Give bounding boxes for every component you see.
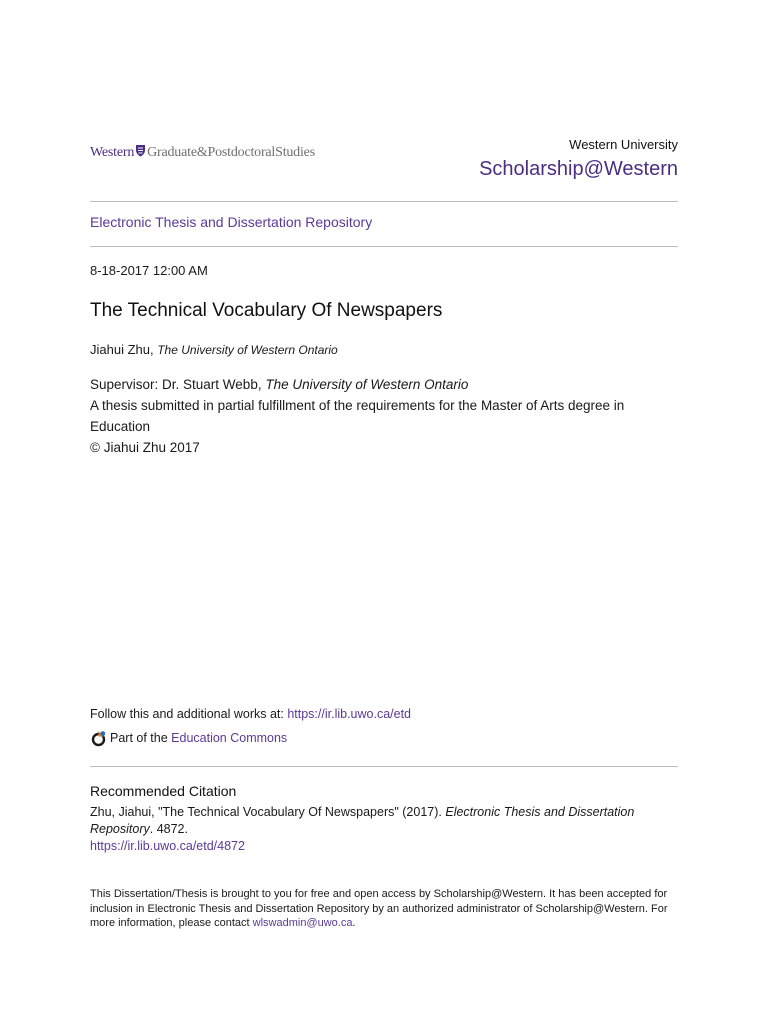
etd-collection-link[interactable]: https://ir.lib.uwo.ca/etd: [287, 707, 412, 721]
recommended-citation-heading: Recommended Citation: [90, 783, 237, 799]
access-statement-text: This Dissertation/Thesis is brought to you for free and open access by Scholarship@Western. It has been accepted for inclusion in Electronic Thesis and Dissertation Repository by an authorized administrator of Scholarship@Western. For more information, please contact: [90, 888, 668, 929]
crest-icon: [135, 144, 146, 162]
follow-line: [90, 707, 411, 721]
scholarship-western-link[interactable]: Scholarship@Western: [479, 158, 678, 180]
divider: [90, 201, 678, 202]
part-of-line: [90, 730, 287, 750]
logo-western-text: Western: [90, 145, 135, 160]
supervisor-line: Supervisor: Dr. Stuart Webb, The University of Western Ontario: [90, 377, 469, 392]
logo-rest-text: Graduate&PostdoctoralStudies: [147, 145, 315, 160]
citation-source: Electronic Thesis and Dissertation Repository: [90, 805, 635, 836]
commons-network-icon: [90, 730, 107, 750]
thesis-description: A thesis submitted in partial fulfillment of the requirements for the Master of Arts degree in Education: [90, 398, 625, 434]
contact-email-link[interactable]: wlswadmin@uwo.ca: [252, 917, 353, 929]
copyright: © Jiahui Zhu 2017: [90, 440, 200, 455]
supervisor-name: Dr. Stuart Webb: [162, 377, 258, 392]
citation-url-link[interactable]: https://ir.lib.uwo.ca/etd/4872: [90, 839, 245, 853]
supervisor-prefix: Supervisor:: [90, 377, 163, 392]
author-affiliation: The University of Western Ontario: [157, 343, 338, 357]
thesis-details: [90, 374, 678, 458]
thesis-title: The Technical Vocabulary Of Newspapers: [90, 300, 443, 321]
citation-block: [90, 804, 678, 855]
citation-number: . 4872.: [149, 822, 188, 836]
citation-text: Zhu, Jiahui, "The Technical Vocabulary Of Newspapers" (2017).: [90, 805, 446, 819]
author-line: Jiahui Zhu, The University of Western Ontario: [90, 342, 338, 357]
part-of-label: Part of the: [110, 731, 172, 745]
follow-label: Follow this and additional works at:: [90, 707, 288, 721]
author-name: Jiahui Zhu: [90, 342, 150, 357]
divider: [90, 766, 678, 767]
access-statement: [90, 887, 678, 931]
repository-link[interactable]: Electronic Thesis and Dissertation Repository: [90, 214, 373, 230]
header: [90, 134, 678, 184]
university-name: Western University: [569, 137, 678, 152]
graduate-studies-logo: [90, 144, 315, 162]
divider: [90, 246, 678, 247]
publication-date: 8-18-2017 12:00 AM: [90, 263, 208, 278]
supervisor-affiliation: The University of Western Ontario: [265, 377, 469, 392]
education-commons-link[interactable]: Education Commons: [171, 731, 288, 745]
access-statement-end: .: [352, 917, 356, 929]
